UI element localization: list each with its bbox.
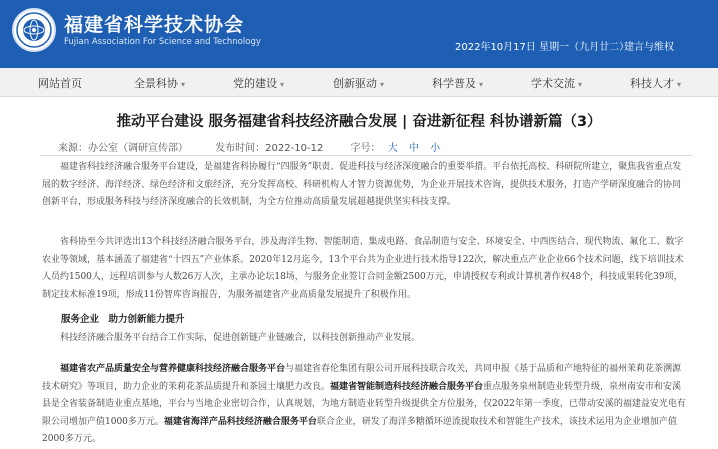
font-size-medium-button[interactable]: 中 <box>408 143 419 154</box>
nav-item-academic[interactable]: 学术交流 ▾ <box>531 77 583 90</box>
current-date: 2022年10月17日 星期一（九月廿二） <box>455 42 630 53</box>
article-title: 推动平台建设 服务福建省科技经济融合发展 | 奋进新征程 科协谱新篇（3） <box>116 114 602 130</box>
article-paragraph-4: 福建省农产品质量安全与营养健康科技经济融合服务平台与福建省春伦集团有限公司开展科技联合攻关，共同申报《基于品质和产地特征的福州茉莉花茶溯源技术研究》等项目，助力企业的茉莉花茶品质提升和茶园土壤肥力改良。福建省智能制造科技经济融合服务平台重点服务泉州制造业转型升级，泉州南安市和安溪县是全省装备制造业重点基地，平台与当地企业密切合作，认真规划，为地方制造业转型升级提供全方位服务，仅2022年第一季度，已带动安溪的福建益安光电有限公司增加产值1000多万元。福建省海洋产品科技经济融合服务平台联合企业，研发了海洋多糖循环逆流提取技术和智能生产技术，该技术运用为企业增加产值2000多万元。 <box>42 364 686 444</box>
platform-name-manufacturing: 福建省智能制造科技经济融合服务平台 <box>330 381 484 392</box>
logo-emblem-icon[interactable] <box>12 8 56 52</box>
publish-date: 发布时间：2022-10-12 <box>215 143 324 154</box>
section-heading: 服务企业 助力创新能力提升 <box>61 314 185 325</box>
platform-name-marine: 福建省海洋产品科技经济融合服务平台 <box>163 416 317 427</box>
chevron-down-icon: ▾ <box>181 80 186 89</box>
chevron-down-icon: ▾ <box>677 80 682 89</box>
article-meta <box>58 139 440 154</box>
platform-name-agri: 福建省农产品质量安全与营养健康科技经济融合服务平台 <box>60 364 286 374</box>
nav-item-home[interactable]: 网站首页 <box>38 77 82 90</box>
nav-item-innovation[interactable]: 创新驱动 ▾ <box>333 77 385 90</box>
main-nav <box>0 68 718 97</box>
nav-item-party[interactable]: 党的建设 ▾ <box>233 77 285 90</box>
advice-rights-link[interactable]: 建言与维权 <box>624 42 674 53</box>
title-divider <box>40 155 692 156</box>
article-paragraph-2: 省科协至今共评选出13个科技经济融合服务平台，涉及海洋生物、智能制造、集成电路、食品制造与安全、环境安全、中西医结合、现代物流、氟化工、数字农业等领域，基本涵盖了福建省“十四五”产业体系。2020年12月迄今，13个平台共为企业进行技术指导122次，解决重点产业企业66个技术问题，线下培训技术人员约1500人，远程培训参与人数26万人次，主承办论坛18场，与服务企业签订合同金额2500万元，申请授权专利或计算机著作权48个，科技成果转化39项，制定技术标准19项，形成11份智库咨询报告，为服务福建省产业高质量发展提升了积极作用。 <box>42 237 684 300</box>
font-size-large-button[interactable]: 大 <box>387 143 398 154</box>
chevron-down-icon: ▾ <box>280 80 285 89</box>
site-subtitle: Fujian Association For Science and Technology <box>64 37 261 47</box>
site-header <box>0 0 718 68</box>
nav-item-overview[interactable]: 全景科协 ▾ <box>134 77 186 90</box>
nav-item-talent[interactable]: 科技人才 ▾ <box>630 77 682 90</box>
chevron-down-icon: ▾ <box>479 80 484 89</box>
article-paragraph-3: 科技经济融合服务平台结合工作实际，促进创新链产业链融合，以科技创新推动产业发展。 <box>60 333 421 343</box>
site-title[interactable]: 福建省科学技术协会 <box>64 14 245 36</box>
chevron-down-icon: ▾ <box>578 80 583 89</box>
font-size-small-button[interactable]: 小 <box>430 143 441 154</box>
chevron-down-icon: ▾ <box>380 80 385 89</box>
nav-item-popular-science[interactable]: 科学普及 ▾ <box>432 77 484 90</box>
article-paragraph-1: 福建省科技经济融合服务平台建设，是福建省科协履行“四服务”职责、促进科技与经济深度融合的重要举措。平台依托高校、科研院所建立，聚焦我省重点发展的数字经济、海洋经济、绿色经济和文旅经济，充分发挥高校、科研机构人才智力资源优势，为企业开展技术咨询，提供技术服务，打造产学研深度融合的协同创新平台，形成服务科技与经济深度融合的长效机制，为全方位推动高质量发展超越提供坚实科技支撑。 <box>42 162 682 207</box>
font-size-label: 字号： <box>350 143 381 154</box>
article-source: 来源：办公室（调研宣传部） <box>58 143 188 154</box>
